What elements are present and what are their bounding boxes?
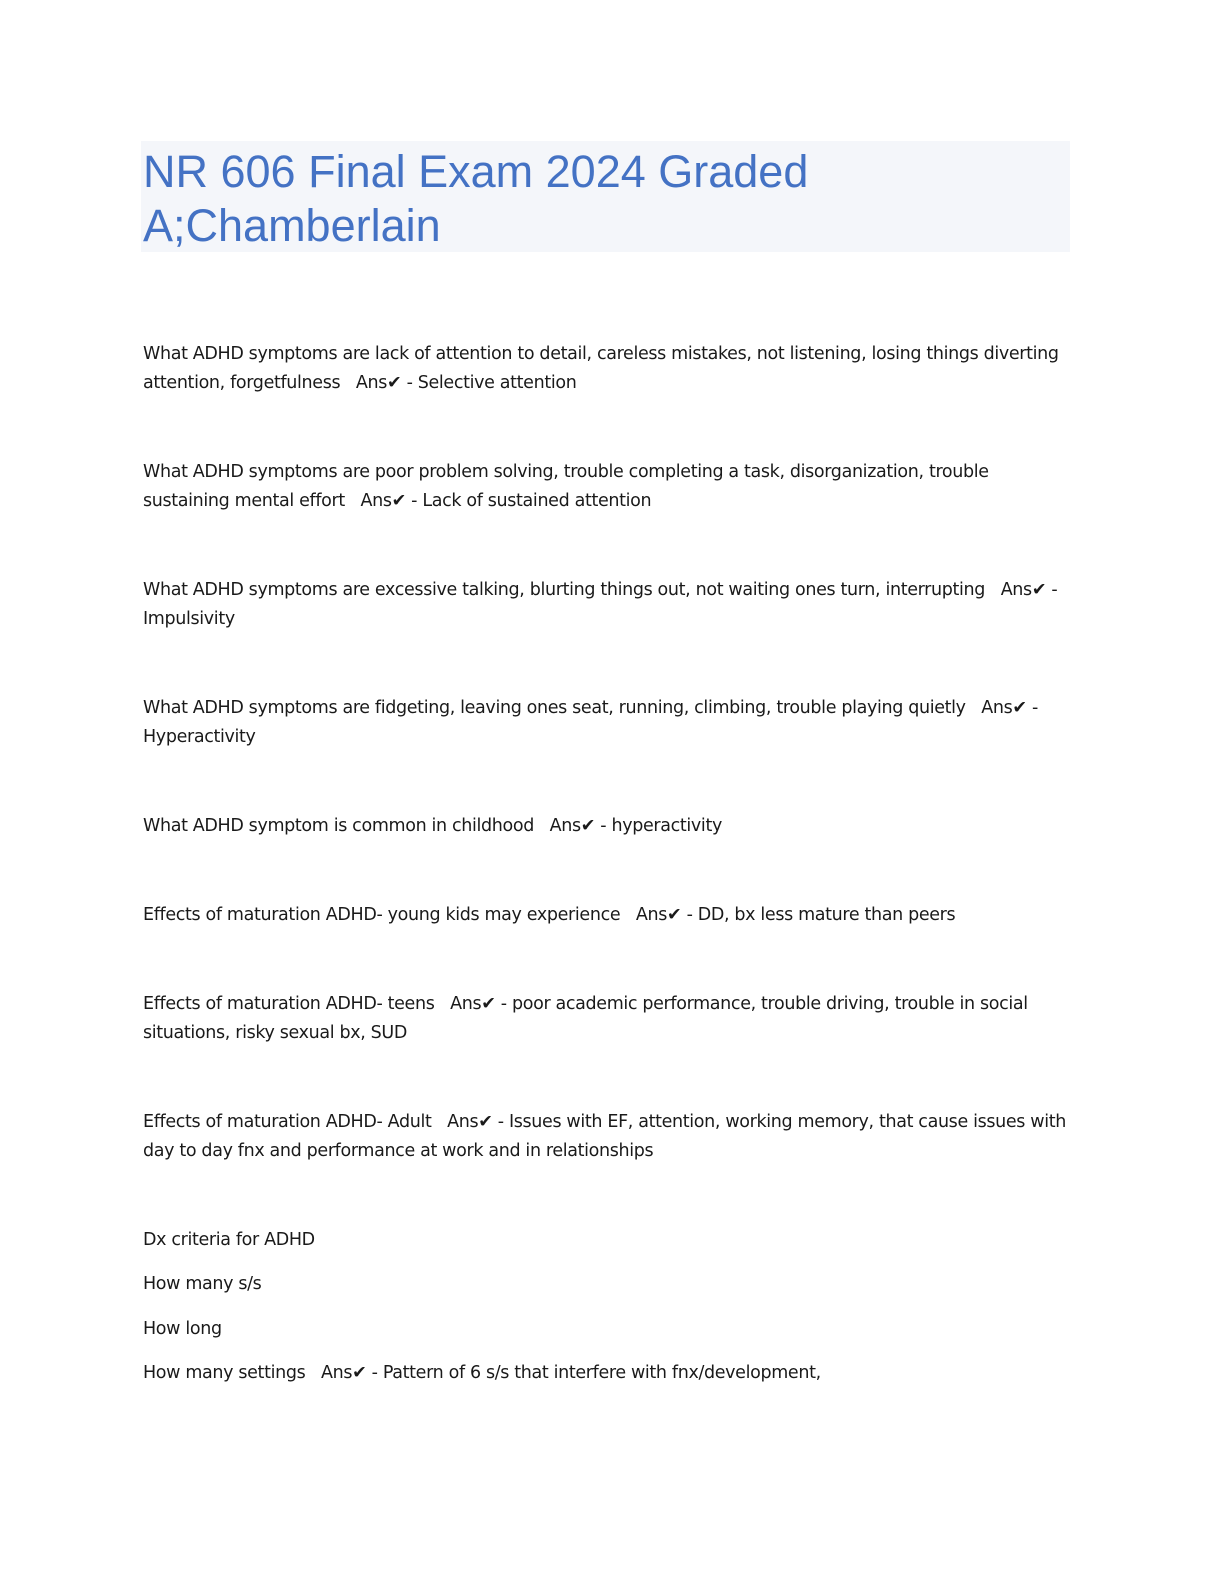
answer-text: poor academic performance, trouble driving, trouble in social situations, risky sexual bx, SUD [143,994,1028,1043]
answer-text: Issues with EF, attention, working memory, that cause issues with day to day fnx and performance at work and in relationships [143,1112,1066,1161]
answer-text: DD, bx less mature than peers [697,905,956,925]
answer-marker: Ans✔ [450,994,496,1014]
qa-item-8: Effects of maturation ADHD- Adult Ans✔ - Issues with EF, attention, working memory, that cause issues with day to day fnx and performance at work and in relationships [143,1112,1066,1161]
qa-item-9-line-2: How many s/s [143,1274,262,1294]
qa-item-7: Effects of maturation ADHD- teens Ans✔ - poor academic performance, trouble driving, trouble in social situations, risky sexual bx, SUD [143,994,1028,1043]
qa-item-9-line-4: How many settings Ans✔ - Pattern of 6 s/s that interfere with fnx/development, [143,1363,821,1383]
answer-marker: Ans✔ [1000,580,1047,600]
question-text: What ADHD symptoms are poor problem solving, trouble completing a task, disorganization, trouble sustaining mental effort [143,462,989,511]
qa-item-9-line-3: How long [143,1319,222,1339]
answer-text: Lack of sustained attention [422,491,652,511]
question-text: What ADHD symptoms are excessive talking, blurting things out, not waiting ones turn, interrupting [143,580,986,600]
answer-marker: Ans✔ [981,698,1027,718]
answer-text: Selective attention [417,373,577,393]
question-text: What ADHD symptom is common in childhood [143,816,534,836]
answer-marker: Ans✔ [447,1112,493,1132]
answer-text: Pattern of 6 s/s that interfere with fnx/development, [382,1363,821,1383]
qa-item-5: What ADHD symptom is common in childhood Ans✔ - hyperactivity [143,816,722,836]
document-title: NR 606 Final Exam 2024 Graded A;Chamberlain [143,146,809,251]
qa-item-4: What ADHD symptoms are fidgeting, leaving ones seat, running, climbing, trouble playing quietly Ans✔ - Hyperactivity [143,698,1038,747]
question-text: Effects of maturation ADHD- Adult [143,1112,432,1132]
answer-text: hyperactivity [611,816,722,836]
qa-item-2: What ADHD symptoms are poor problem solving, trouble completing a task, disorganization, trouble sustaining mental effort Ans✔ - Lack of sustained attention [143,462,989,511]
answer-text: Hyperactivity [143,727,256,747]
answer-marker: Ans✔ [360,491,406,511]
question-text: What ADHD symptoms are fidgeting, leaving ones seat, running, climbing, trouble playing quietly [143,698,966,718]
answer-marker: Ans✔ [635,905,682,925]
question-text: What ADHD symptoms are lack of attention to detail, careless mistakes, not listening, losing things diverting attention, forgetfulness [143,344,1059,393]
answer-marker: Ans✔ [549,816,596,836]
answer-marker: Ans✔ [355,373,402,393]
qa-item-6: Effects of maturation ADHD- young kids may experience Ans✔ - DD, bx less mature than peers [143,905,956,925]
answer-marker: Ans✔ [321,1363,367,1383]
qa-item-1: What ADHD symptoms are lack of attention to detail, careless mistakes, not listening, losing things diverting attention, forgetfulness Ans✔ - Selective attention [143,344,1059,393]
answer-text: Impulsivity [143,609,235,629]
qa-item-9-line-1: Dx criteria for ADHD [143,1230,315,1250]
question-text: How many settings [143,1363,306,1383]
question-text: Effects of maturation ADHD- teens [143,994,435,1014]
question-text: Effects of maturation ADHD- young kids may experience [143,905,621,925]
qa-item-3: What ADHD symptoms are excessive talking, blurting things out, not waiting ones turn, interrupting Ans✔ - Impulsivity [143,580,1058,629]
